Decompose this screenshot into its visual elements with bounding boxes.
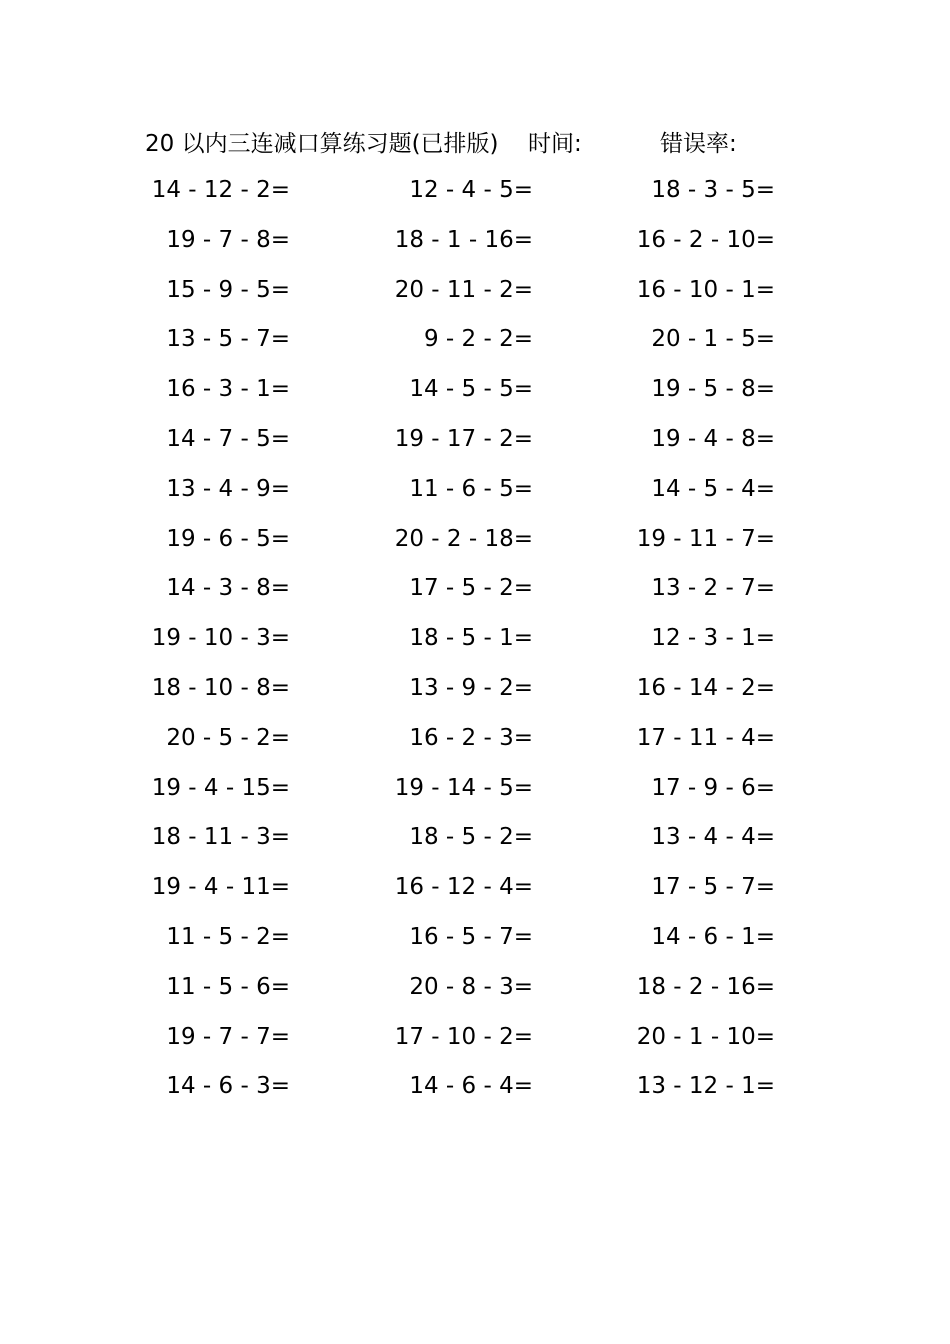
problem-cell: 19 - 6 - 5= xyxy=(166,525,290,552)
problem-row xyxy=(0,515,950,565)
problem-cell: 13 - 12 - 1= xyxy=(636,1073,775,1100)
problem-cell: 20 - 11 - 2= xyxy=(394,276,533,303)
problem-row xyxy=(0,1062,950,1112)
problem-cell: 14 - 6 - 3= xyxy=(166,1073,290,1100)
problem-cell: 14 - 5 - 4= xyxy=(651,475,775,502)
problem-cell: 17 - 5 - 2= xyxy=(409,575,533,602)
problem-cell: 18 - 3 - 5= xyxy=(651,177,775,203)
problem-row xyxy=(0,963,950,1013)
problem-cell: 18 - 5 - 1= xyxy=(409,625,533,652)
problem-cell: 17 - 10 - 2= xyxy=(394,1023,533,1050)
problem-cell: 14 - 6 - 4= xyxy=(409,1073,533,1100)
problem-cell: 13 - 4 - 4= xyxy=(651,824,775,851)
problem-cell: 14 - 3 - 8= xyxy=(166,575,290,602)
problem-row xyxy=(0,714,950,764)
problem-cell: 13 - 5 - 7= xyxy=(166,326,290,353)
problem-cell: 19 - 4 - 8= xyxy=(651,425,775,452)
problem-cell: 18 - 1 - 16= xyxy=(394,226,533,253)
problem-row xyxy=(0,863,950,913)
problem-cell: 19 - 11 - 7= xyxy=(636,525,775,552)
problem-cell: 13 - 9 - 2= xyxy=(409,674,533,701)
problem-cell: 14 - 12 - 2= xyxy=(151,177,290,203)
problem-row xyxy=(0,564,950,614)
worksheet-header xyxy=(0,124,950,164)
problem-cell: 20 - 1 - 5= xyxy=(651,326,775,353)
problem-cell: 12 - 4 - 5= xyxy=(409,177,533,203)
problem-cell: 19 - 10 - 3= xyxy=(151,625,290,652)
problem-cell: 11 - 5 - 6= xyxy=(166,973,290,1000)
problem-cell: 20 - 5 - 2= xyxy=(166,724,290,751)
problem-cell: 20 - 2 - 18= xyxy=(394,525,533,552)
problem-cell: 12 - 3 - 1= xyxy=(651,625,775,652)
problem-cell: 14 - 5 - 5= xyxy=(409,376,533,403)
problem-row xyxy=(0,465,950,515)
problem-cell: 16 - 2 - 3= xyxy=(409,724,533,751)
problem-cell: 13 - 4 - 9= xyxy=(166,475,290,502)
problem-cell: 18 - 11 - 3= xyxy=(151,824,290,851)
problem-cell: 19 - 4 - 15= xyxy=(151,774,290,801)
problem-cell: 11 - 5 - 2= xyxy=(166,923,290,950)
problem-cell: 16 - 2 - 10= xyxy=(636,226,775,253)
problem-cell: 17 - 9 - 6= xyxy=(651,774,775,801)
problem-row xyxy=(0,913,950,963)
problem-cell: 18 - 5 - 2= xyxy=(409,824,533,851)
problem-cell: 15 - 9 - 5= xyxy=(166,276,290,303)
problem-cell: 19 - 5 - 8= xyxy=(651,376,775,403)
problem-cell: 16 - 10 - 1= xyxy=(636,276,775,303)
problem-cell: 11 - 6 - 5= xyxy=(409,475,533,502)
problem-cell: 14 - 6 - 1= xyxy=(651,923,775,950)
problem-cell: 19 - 17 - 2= xyxy=(394,425,533,452)
problem-row xyxy=(0,166,950,216)
problem-row xyxy=(0,415,950,465)
problem-cell: 13 - 2 - 7= xyxy=(651,575,775,602)
error-rate-label: 错误率: xyxy=(660,131,737,157)
problem-cell: 16 - 12 - 4= xyxy=(394,874,533,901)
problem-grid xyxy=(0,166,950,1112)
problem-cell: 16 - 5 - 7= xyxy=(409,923,533,950)
problem-row xyxy=(0,216,950,266)
problem-cell: 16 - 14 - 2= xyxy=(636,674,775,701)
problem-row xyxy=(0,266,950,316)
problem-cell: 19 - 4 - 11= xyxy=(151,874,290,901)
problem-row xyxy=(0,614,950,664)
problem-cell: 17 - 11 - 4= xyxy=(636,724,775,751)
time-label: 时间: xyxy=(528,131,582,157)
problem-cell: 9 - 2 - 2= xyxy=(423,326,533,353)
problem-cell: 19 - 7 - 8= xyxy=(166,226,290,253)
problem-cell: 18 - 2 - 16= xyxy=(636,973,775,1000)
problem-row xyxy=(0,315,950,365)
worksheet-title: 20 以内三连减口算练习题(已排版) xyxy=(145,131,499,157)
problem-row xyxy=(0,1013,950,1063)
problem-cell: 18 - 10 - 8= xyxy=(151,674,290,701)
problem-cell: 14 - 7 - 5= xyxy=(166,425,290,452)
problem-cell: 17 - 5 - 7= xyxy=(651,874,775,901)
problem-cell: 19 - 14 - 5= xyxy=(394,774,533,801)
problem-row xyxy=(0,664,950,714)
problem-cell: 19 - 7 - 7= xyxy=(166,1023,290,1050)
problem-cell: 20 - 8 - 3= xyxy=(409,973,533,1000)
problem-cell: 16 - 3 - 1= xyxy=(166,376,290,403)
problem-row xyxy=(0,365,950,415)
problem-cell: 20 - 1 - 10= xyxy=(636,1023,775,1050)
problem-row xyxy=(0,764,950,814)
problem-row xyxy=(0,813,950,863)
